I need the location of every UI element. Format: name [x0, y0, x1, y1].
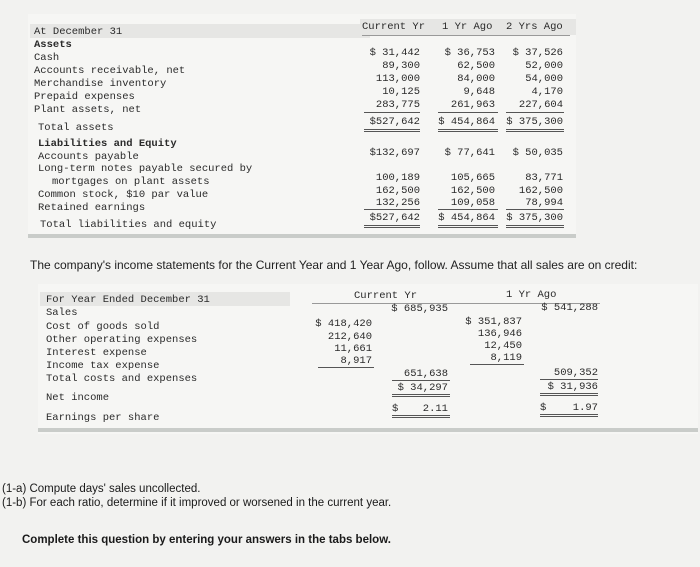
- row-plant-2yr: 227,604: [518, 99, 563, 111]
- row-prepaid-cur: 10,125: [382, 86, 420, 98]
- total-le-cur: $527,642: [369, 212, 420, 224]
- row-ap-label: Accounts payable: [38, 151, 139, 163]
- col-header-1yr: 1 Yr Ago: [442, 21, 493, 33]
- income-eps-cur-sign: $: [392, 403, 399, 415]
- total-le-double-line-cur: [364, 225, 420, 228]
- income-opex-cur: 212,640: [327, 331, 372, 343]
- assets-subtotal-line-2yr: [506, 112, 564, 113]
- income-eps-double-line-cur: [392, 415, 450, 418]
- total-le-double-line-2yr: [506, 225, 564, 228]
- row-ltnotes-label-2: mortgages on plant assets: [52, 176, 210, 188]
- row-common-stock-cur: 162,500: [375, 185, 420, 197]
- intro-text: The company's income statements for the Current Year and 1 Year Ago, follow. Assume that all sales are on credit:: [30, 258, 638, 272]
- income-costs-line-1yr: [470, 364, 524, 365]
- income-cogs-label: Cost of goods sold: [46, 321, 160, 333]
- row-inventory-1yr: 84,000: [457, 73, 495, 85]
- total-assets-2yr: $ 375,300: [506, 116, 563, 128]
- income-net-double-line-1yr: [540, 393, 598, 396]
- income-sales-1yr: $ 541,288: [541, 302, 598, 314]
- le-subtotal-line-1yr: [438, 209, 498, 210]
- income-net-double-line-cur: [392, 394, 450, 397]
- income-total-line-1yr: [540, 379, 598, 380]
- row-ltnotes-2yr: 83,771: [525, 172, 563, 184]
- income-net-1yr: $ 31,936: [547, 381, 598, 393]
- instruction-text: Complete this question by entering your answers in the tabs below.: [22, 534, 391, 546]
- row-prepaid-label: Prepaid expenses: [34, 91, 135, 103]
- income-eps-1yr: 1.97: [572, 402, 598, 414]
- income-interest-label: Interest expense: [46, 347, 147, 359]
- le-subtotal-line-cur: [364, 209, 420, 210]
- row-ap-1yr: $ 77,641: [444, 147, 495, 159]
- row-inventory-cur: 113,000: [375, 73, 420, 85]
- income-total-line-cur: [392, 380, 450, 381]
- income-total-costs-label: Total costs and expenses: [46, 373, 198, 385]
- row-inventory-2yr: 54,000: [525, 73, 563, 85]
- total-assets-1yr: $ 454,864: [438, 116, 495, 128]
- income-col-1yr: 1 Yr Ago: [506, 289, 557, 301]
- row-plant-cur: 283,775: [375, 99, 420, 111]
- row-ar-2yr: 52,000: [525, 60, 563, 72]
- le-subtotal-line-2yr: [506, 209, 564, 210]
- row-plant-1yr: 261,963: [450, 99, 495, 111]
- row-retained-label: Retained earnings: [38, 202, 146, 214]
- row-ltnotes-1yr: 105,665: [450, 172, 495, 184]
- income-net-cur: $ 34,297: [397, 382, 448, 394]
- income-eps-1yr-sign: $: [540, 402, 547, 414]
- row-ap-cur: $132,697: [369, 147, 420, 159]
- row-ar-cur: 89,300: [382, 60, 420, 72]
- income-tax-1yr: 8,119: [490, 352, 522, 364]
- col-header-2yr: 2 Yrs Ago: [506, 21, 563, 33]
- income-col-current: Current Yr: [354, 290, 418, 302]
- total-le-label: Total liabilities and equity: [40, 219, 217, 231]
- total-assets-cur: $527,642: [369, 116, 420, 128]
- assets-subtotal-line-1yr: [438, 112, 498, 113]
- income-bottom-border: [38, 428, 698, 432]
- income-sales-label: Sales: [46, 307, 78, 319]
- assets-subtotal-line-cur: [364, 112, 420, 113]
- liabilities-heading: Liabilities and Equity: [38, 138, 177, 150]
- question-1b: (1-b) For each ratio, determine if it improved or worsened in the current year.: [2, 497, 392, 509]
- row-inventory-label: Merchandise inventory: [34, 78, 167, 90]
- row-cash-2yr: $ 37,526: [512, 47, 563, 59]
- row-ar-1yr: 62,500: [457, 60, 495, 72]
- row-retained-2yr: 78,994: [525, 197, 563, 209]
- income-eps-double-line-1yr: [540, 414, 598, 417]
- row-ap-2yr: $ 50,035: [512, 147, 563, 159]
- row-retained-1yr: 109,058: [450, 197, 495, 209]
- row-prepaid-2yr: 4,170: [531, 86, 563, 98]
- col-header-underline: [362, 35, 570, 36]
- income-cogs-cur: $ 418,420: [315, 318, 372, 330]
- row-plant-label: Plant assets, net: [34, 104, 142, 116]
- income-opex-label: Other operating expenses: [46, 334, 198, 346]
- total-le-double-line-1yr: [438, 225, 498, 228]
- income-opex-1yr: 136,946: [477, 328, 522, 340]
- row-cash-label: Cash: [34, 52, 60, 64]
- income-total-costs-cur: 651,638: [403, 368, 448, 380]
- row-ltnotes-label-1: Long-term notes payable secured by: [38, 163, 253, 175]
- balance-bottom-border: [28, 234, 576, 238]
- row-retained-cur: 132,256: [375, 197, 420, 209]
- income-tax-label: Income tax expense: [46, 360, 160, 372]
- row-cash-cur: $ 31,442: [369, 47, 420, 59]
- row-cash-1yr: $ 36,753: [444, 47, 495, 59]
- income-tax-cur: 8,917: [340, 355, 372, 367]
- question-1a: (1-a) Compute days' sales uncollected.: [2, 483, 201, 495]
- income-net-label: Net income: [46, 392, 110, 404]
- income-interest-cur: 11,661: [334, 343, 372, 355]
- income-sales-cur: $ 685,935: [391, 303, 448, 315]
- total-le-1yr: $ 454,864: [438, 212, 495, 224]
- total-assets-label: Total assets: [38, 122, 114, 134]
- row-ltnotes-cur: 100,189: [375, 172, 420, 184]
- total-assets-double-line-2yr: [506, 129, 564, 132]
- row-common-stock-label: Common stock, $10 par value: [38, 189, 209, 201]
- row-common-stock-2yr: 162,500: [518, 185, 563, 197]
- income-costs-line-cur: [318, 367, 374, 368]
- income-cogs-1yr: $ 351,837: [465, 316, 522, 328]
- balance-title: At December 31: [34, 26, 123, 38]
- row-ar-label: Accounts receivable, net: [34, 65, 186, 77]
- income-eps-cur: 2.11: [422, 403, 448, 415]
- assets-heading: Assets: [34, 39, 72, 51]
- col-header-current: Current Yr: [362, 21, 426, 33]
- income-title: For Year Ended December 31: [46, 294, 210, 306]
- income-total-costs-1yr: 509,352: [553, 367, 598, 379]
- total-assets-double-line-1yr: [438, 129, 498, 132]
- row-common-stock-1yr: 162,500: [450, 185, 495, 197]
- total-assets-double-line-cur: [364, 129, 420, 132]
- income-interest-1yr: 12,450: [484, 340, 522, 352]
- row-prepaid-1yr: 9,648: [463, 86, 495, 98]
- income-eps-label: Earnings per share: [46, 412, 160, 424]
- total-le-2yr: $ 375,300: [506, 212, 563, 224]
